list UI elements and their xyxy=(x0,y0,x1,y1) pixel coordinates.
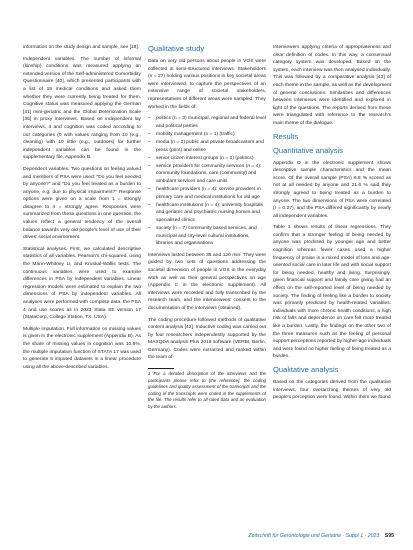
footnote: 1 For a detailed description of the interviews and the participants please refer to [the reference], the coding guidelines and quality assessment of the transcripts and the coding of the transcripts were coded in the supplements of the file. The results refer to all rated data and an evaluation by the authors. xyxy=(148,371,266,410)
subsection-heading-quantitative-analysis: Quantitative analysis xyxy=(273,145,344,155)
column-left xyxy=(23,44,141,375)
list-item: – mobility management (n = 1) (traffic) xyxy=(148,131,235,137)
list-item: – politics (n = 3) municipal, regional and federal level and political parties xyxy=(148,116,266,129)
paragraph: Table 1 shows results of linear regressions. They confirm that a stronger feeling of being needed by anyone was predicted by younger age and better cognition whereas fewer cases used a higher frequency of praise in a mixed model of loss and age-oriented social care in later life and with social support for being needed, healthy and living. Surprisingly, given financial support and family care giving had an effect on the self-reported level of being needed by society. The finding of feeling like a burden to society was primarily predicted by health-related variables: individuals with more chronic health conditions, a high risk of falls and dependence on care felt more treated like a burden. Lastly, the findings on the other two of the three measures such as the feeling of personal support perceptions reported by higher-age individuals and were found no higher feeling of being treated as a burden. xyxy=(273,225,391,360)
paragraph: Data on very old persons about people in VOS were collected in semi-structured interviews. Stakeholders (n = 27) holding various positions in key societal areas were interviewed, to capture the perspectives of an extensive range of societal stakeholders, representatives of different areas were sampled. They worked in the fields of: xyxy=(148,59,266,110)
paragraph-multiple-imputation: Multiple imputation. Full information on missing values is given in the electronic supplement (Appendix B). As the share of missing values in cognition was 10.6%, the multiple imputation function of STATA 17 was used to generate 5 imputed datasets in a linear procedure using all the above-described variables. xyxy=(23,326,141,370)
paragraph-dependent-variables: Dependent variables. Two questions on feeling valued and members of PSA were used: "Do you feel needed by anyone?" and "Do you feel treated as a burden to anyone, e.g. due to physical impairment?" Response options were given on a scale from 1 = strongly disagree to 4 = strongly agree. Responses were summarized from these questions in one question; the values reflect a general tendency of the overall balance towards very old people's level of use of their drives' social environment. xyxy=(23,166,141,241)
stakeholder-list xyxy=(148,115,266,248)
paragraph: information on the study design and sample, see [18]. xyxy=(23,45,140,50)
footnote-divider xyxy=(148,368,174,369)
paragraph: Appendix D in the electronic supplement shows descriptive sample characteristics and the mean score. Of the overall sample (PSA) 6.8 % scored as not at all needed by anyone and 21.6 % said they strongly agreed to being treated as a burden to anyone. The two dimensions of PSA were correlated (r = 0.27), and the PSA differed significantly by nearly all independent variables. xyxy=(273,160,391,219)
section-heading-qualitative-study: Qualitative study xyxy=(148,44,205,53)
page-number: S95 xyxy=(384,533,394,539)
section-heading-results: Results xyxy=(273,131,299,141)
list-item: – society (n = 7) community based services, and municipal and city-level cultural institutions, libraries and organisations xyxy=(148,225,257,247)
page-footer xyxy=(244,532,394,540)
column-middle xyxy=(148,44,266,411)
paragraph: Interviewers applying criteria of appropriateness and clear definition of codes. In this way, a consensual category system was developed. Based on the system, each interview was then analysed individually. This was followed by a comparative analysis [43] of each theme in the sample, as well as the development of general conclusions. Similarities and differences between interviews were identified and explored in light of the questions. The reports derived from these were triangulated with reference to the research's main theme of the dialogue. xyxy=(273,45,391,126)
paragraph-independent-variables: Independent variables. The number of informal (kinship) conditions was measured applying an extended version of the Self-administered Comorbidity Questionnaire [40], which presented participants with a list of 19 medical conditions and asked them whether they were currently being treated for them. Cognitive status was measured applying the German [41] mini-geriatric and the Global Deterioration Scale [35] in proxy interviews. Based on independent lay interviews, it and cognition was coded according to our categories (0 with values ranging from 10 (e.g., cleaning) with 10 little (e.g., outdoors) for further independent variables can be found in the supplementary file, Appendix B. xyxy=(23,56,141,161)
list-item: – healthcare providers (n = 4): service providers in primary care and medical institutions for old age xyxy=(148,187,261,200)
paragraph: Interviews lasted between 35 and 120 min. They were guided by two sets of questions addressing the societal dimension of people in VOS in the everyday work as well as their general perspectives on age (Appendix C in the electronic supplement). All interviews were recorded and fully transcribed by the research team, and the interviewees' consent to the documentation of the interviews (obtained). xyxy=(148,252,266,311)
paragraph: Based on the categories derived from the qualitative interviews, four overarching themes of very old people's perception were found. Within them we found xyxy=(273,379,391,401)
list-item: – media (n = 2) public and private broadcasters and press (print) and online xyxy=(148,139,264,153)
journal-name: Zeitschrift für Gerontologie und Geriatrie · Suppl 1 · 2023 xyxy=(248,533,380,539)
list-item: – service providers for community services (n = 4): community foundations, care (community) and ambulant services and care units xyxy=(148,163,262,184)
list-item: – senior citizen interest groups (n = 2) (politics) xyxy=(148,155,254,161)
column-right xyxy=(273,44,391,406)
paragraph-statistical-analyses: Statistical analyses. First, we calculated descriptive statistics of all variables, Pearson's chi-squared, using the Mann-Whitney U, and Kruskal-Wallis tests. The continuous variables were used to examine differences in PSA by independent variables. Linear regression models were estimated to explain the two dimensions of PSA by independent variables. All analyses were performed with complete data, the PSA 4 and use scores as in 2023 Stata SE version 17 (StataCorp, College Station, TX, USA). xyxy=(23,246,141,321)
paragraph: The coding procedure followed methods of qualitative content analysis [42]. Inductive coding was carried out by four researchers independently supported by the MAXQDA analysis Plus 2018 software (VERBI, Berlin, Germany). Codes were extracted and ranked within the team of xyxy=(148,317,266,361)
subsection-heading-qualitative-analysis: Qualitative analysis xyxy=(273,364,339,374)
list-item: – healthcare institutions (n = 4): university hospitals and geriatric and psychiatric nursing homes and specialised clinics xyxy=(148,202,263,223)
